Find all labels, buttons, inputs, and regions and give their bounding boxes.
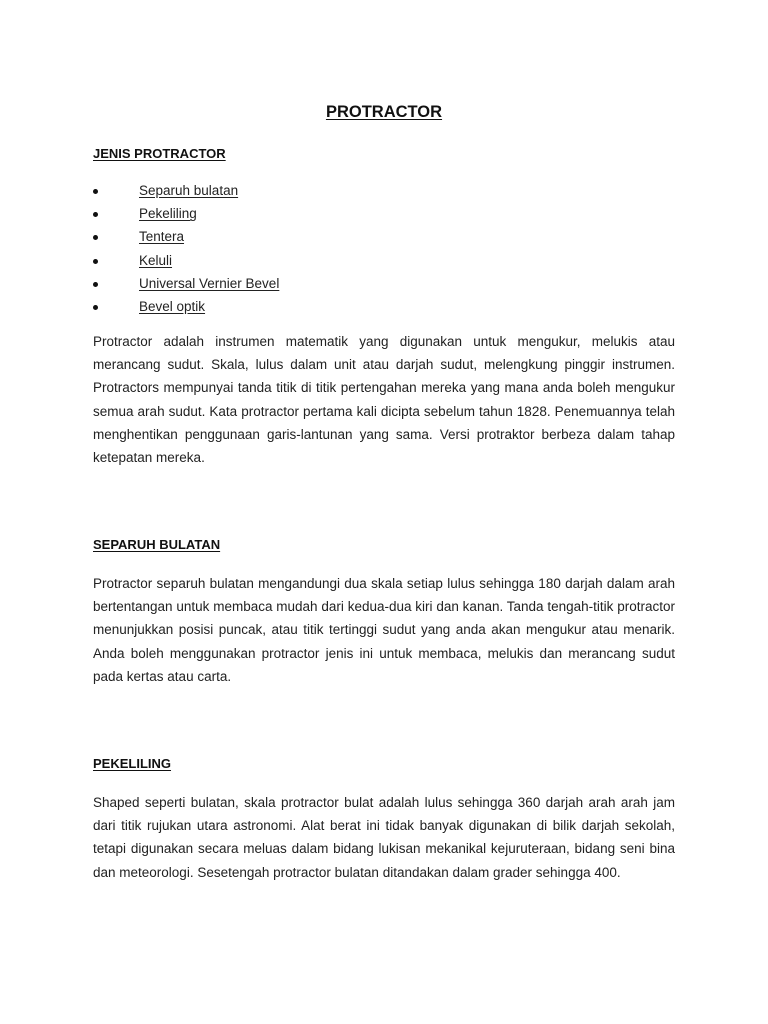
link-separuh-bulatan[interactable]: Separuh bulatan [139,183,239,198]
page-title: PROTRACTOR [325,103,443,121]
bullet-icon [93,305,98,310]
section-heading-pekeliling: PEKELILING [93,756,172,771]
intro-paragraph: Protractor adalah instrumen matematik yang digunakan untuk mengukur, melukis atau merancang sudut. Skala, lulus dalam unit atau darjah sudut, melengkung pinggir instrumen. Protractors mempunyai tanda titik di titik pertengahan mereka yang mana anda boleh mengukur semua arah sudut. Kata protractor pertama kali dicipta sebelum tahun 1828. Penemuannya telah menghentikan penggunaan garis-lantunan yang sama. Versi protraktor berbeza dalam tahap ketepatan mereka. [93,334,675,466]
separuh-bulatan-paragraph: Protractor separuh bulatan mengandungi dua skala setiap lulus sehingga 180 darjah dalam arah bertentangan untuk membaca mudah dari kedua-dua kiri dan kanan. Tanda tengah-titik protractor menunjukkan posisi puncak, atau titik tertinggi sudut yang anda akan mengukur atau menarik. Anda boleh menggunakan protractor jenis ini untuk membaca, melukis dan merancang sudut pada kertas atau carta. [93,576,675,684]
pekeliling-paragraph: Shaped seperti bulatan, skala protractor bulat adalah lulus sehingga 360 darjah arah arah jam dari titik rujukan utara astronomi. Alat berat ini tidak banyak digunakan di bilik darjah sekolah, tetapi digunakan secara meluas dalam bidang lukisan mekanikal kejuruteraan, bidang seni bina dan meteorologi. Sesetengah protractor bulatan ditandakan dalam grader sehingga 400. [93,795,675,880]
link-tentera[interactable]: Tentera [139,229,185,245]
link-bevel-optik[interactable]: Bevel optik [139,298,206,314]
link-keluli[interactable]: Keluli [139,252,173,268]
section-heading-jenis-protractor: JENIS PROTRACTOR [93,146,226,161]
bullet-icon [93,235,98,240]
bullet-icon [93,212,98,217]
bullet-icon [93,189,98,194]
link-universal-vernier-bevel[interactable]: Universal Vernier Bevel [139,275,280,291]
section-heading-separuh-bulatan: SEPARUH BULATAN [93,537,221,552]
link-pekeliling[interactable]: Pekeliling [139,206,197,222]
bullet-icon [93,282,98,287]
bullet-icon [93,259,98,264]
